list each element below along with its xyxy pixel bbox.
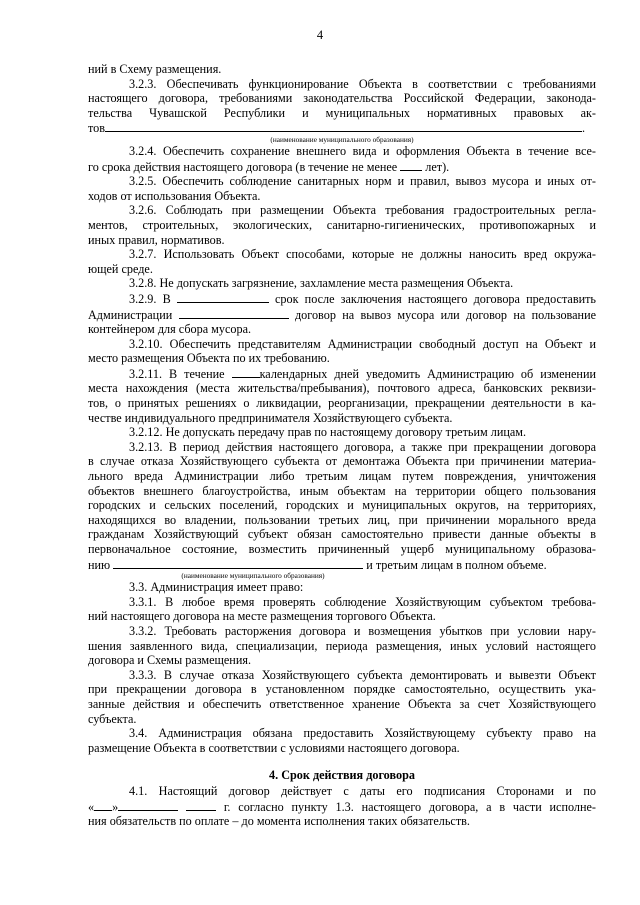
text-fragment: нию (88, 557, 111, 572)
text-line: первоначальное состояние, возместить причиненный ущерб муниципальному образова- (88, 542, 596, 556)
text-fragment: календарных дней уведомить Администрацию об изменении (259, 366, 596, 381)
text-fragment: 3.2.9. В (129, 291, 171, 306)
text-fragment: лет). (425, 159, 450, 174)
clause-3-4: 3.4. Администрация обязана предоставить Хозяйствующему субъекту право на (129, 726, 596, 741)
text-line: ментов, строительных, экологических, санитарно-гигиенических, противопожарных и (88, 217, 596, 232)
text-fragment: . (582, 121, 586, 136)
text-fragment: го срока действия настоящего договора (в течение не менее (88, 159, 398, 174)
text-line: тельства Чувашской Республики и муниципальных нормативных правовых ак- (88, 105, 596, 120)
blank-caption: (наименование муниципального образования) (181, 571, 325, 581)
text-fragment: срок после заключения настоящего договора предоставить (275, 291, 596, 306)
text-line: субъекта. (88, 711, 137, 726)
text-line: занные действия и обеспечить ответственное хранение Объекта за счет Хозяйствующего (88, 696, 596, 711)
municipality-blank (105, 120, 582, 132)
text-fragment: « (88, 799, 95, 814)
text-line: находящихся во владении, пользовании третьих лиц, при причинении морального вреда (88, 512, 596, 527)
text-line (88, 120, 596, 136)
clause-3-3: 3.3. Администрация имеет право: (129, 580, 304, 595)
text-fragment: 3.2.11. В течение (129, 366, 225, 381)
page-number: 4 (316, 28, 324, 42)
text-fragment: и третьим лицам в полном объеме. (366, 557, 547, 572)
clause-3-2-10: 3.2.10. Обеспечить представителям Администрации свободный доступ на Объект и (129, 336, 596, 351)
years-blank (400, 159, 422, 171)
text-line: льного вреда Администрации либо третьим лицам путем повреждения, уничтожения (88, 469, 596, 484)
term-blank (177, 291, 269, 303)
clause-3-3-3: 3.3.3. В случае отказа Хозяйствующего субъекта демонтировать и вывезти Объект (129, 667, 596, 682)
text-line: шения заявленного вида, специализации, периода размещения, иных условий настоящего (88, 638, 596, 653)
year-blank (186, 799, 216, 811)
clause-3-2-3: 3.2.3. Обеспечивать функционирование Объекта в соответствии с требованиями (129, 76, 596, 91)
text-line: размещение Объекта в соответствии с условиями настоящего договора. (88, 740, 460, 755)
text-line: ний настоящего договора на месте размещения торгового Объекта. (88, 609, 436, 624)
clause-3-2-4: 3.2.4. Обеспечить сохранение внешнего вида и оформления Объекта в течение все- (129, 143, 596, 158)
municipality-blank (113, 557, 363, 569)
text-line: честве индивидуального предпринимателя Хозяйствующего субъекта. (88, 410, 453, 425)
text-fragment: договор на вывоз мусора или договор на пользование (294, 307, 597, 322)
text-line: гражданам Хозяйствующий субъект обязан самостоятельно привести данные объекты в (88, 527, 596, 542)
days-blank (232, 366, 260, 378)
clause-3-2-6: 3.2.6. Соблюдать при размещении Объекта требования градостроительных регла- (129, 203, 596, 218)
text-line: ния обязательств по оплате – до момента исполнения таких обязательств. (88, 814, 470, 829)
section-heading: 4. Срок действия договора (269, 768, 415, 783)
text-line (88, 307, 596, 323)
clause-3-2-13: 3.2.13. В период действия настоящего договора, а также при прекращении договора (129, 439, 596, 454)
text-line: настоящего договора, требованиями законодательства Российской Федерации, законода- (88, 91, 596, 106)
document-body (88, 62, 596, 829)
text-line (88, 799, 596, 815)
clause-3-3-1: 3.3.1. В любое время проверять соблюдение Хозяйствующим субъектом требова- (129, 594, 596, 609)
text-line: места нахождения (места жительства/пребывания), почтового адреса, банковских реквизи- (88, 381, 596, 396)
clause-3-2-5: 3.2.5. Обеспечить соблюдение санитарных норм и правил, вывоз мусора и иных от- (129, 174, 596, 189)
clause-3-2-9 (88, 291, 596, 307)
text-fragment: г. согласно пункту 1.3. настоящего договора, а в части исполне- (223, 799, 596, 814)
text-line: в случае отказа Хозяйствующего субъекта от демонтажа Объекта при причинении материа- (88, 454, 596, 469)
clause-3-2-12: 3.2.12. Не допускать передачу прав по настоящему договору третьим лицам. (129, 425, 527, 440)
text-line: тов, о принятых решениях о ликвидации, реорганизации, прекращении деятельности в ка- (88, 396, 596, 411)
text-line: договора и Схемы размещения. (88, 653, 252, 668)
clause-3-2-11 (88, 366, 596, 382)
blank-caption: (наименование муниципального образования) (270, 134, 414, 144)
text-line: место размещения Объекта по их требованию. (88, 351, 330, 366)
text-line (88, 159, 596, 175)
clause-3-2-8: 3.2.8. Не допускать загрязнение, захламление места размещения Объекта. (129, 276, 514, 291)
text-line: ний в Схему размещения. (88, 62, 222, 76)
clause-4-1: 4.1. Настоящий договор действует с даты его подписания Сторонами и по (129, 783, 596, 798)
text-line (88, 557, 596, 573)
text-fragment: тов (88, 121, 106, 136)
text-line: городских и сельских поселений, городских и муниципальных округов, на территориях, (88, 498, 596, 513)
day-blank (94, 799, 112, 811)
text-fragment: » (112, 799, 119, 814)
text-line: иных правил, нормативов. (88, 232, 225, 247)
text-fragment: Администрации (88, 307, 173, 322)
month-blank (118, 799, 178, 811)
text-line: при прекращении договора в установленном порядке самостоятельно, осуществить ука- (88, 682, 596, 697)
text-line: ходов от использования Объекта. (88, 188, 261, 203)
clause-3-3-2: 3.3.2. Требовать расторжения договора и возмещения убытков при условии нару- (129, 623, 596, 638)
text-line: контейнером для сбора мусора. (88, 322, 252, 337)
text-line: объектов внешнего благоустройства, иным объектам на территории общего пользования (88, 483, 596, 498)
text-line: ющей среде. (88, 261, 153, 276)
clause-3-2-7: 3.2.7. Использовать Объект способами, которые не должны наносить вред окружа- (129, 247, 596, 262)
administration-blank (179, 307, 289, 319)
